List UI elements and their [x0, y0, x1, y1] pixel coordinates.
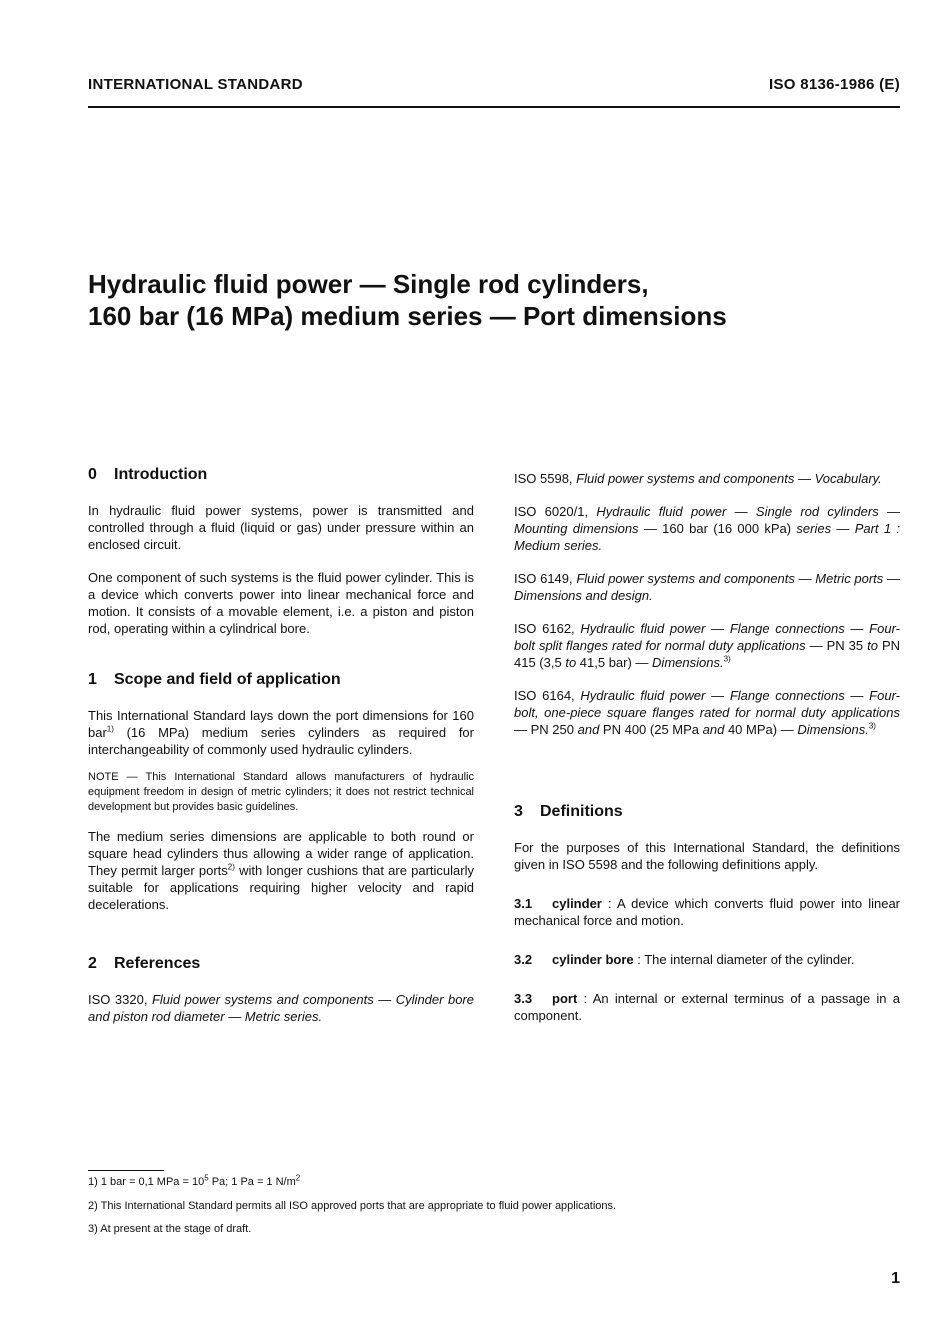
definition-item: 3.3 port : An internal or external terminus of a passage in a component.	[514, 991, 900, 1023]
reference-item: ISO 6020/1, Hydraulic fluid power — Single rod cylinders — Mounting dimensions — 160 bar (16 000 kPa) series — Part 1 : Medium series.	[514, 504, 900, 553]
section-3-definitions	[514, 803, 900, 1024]
paragraph: The medium series dimensions are applicable to both round or square head cylinders thus allowing a wider range of application. They permit larger ports$^{2)}$ with longer cushions that are particularly suitable for applications requiring higher velocity and rapid decelerations.	[88, 829, 474, 912]
page-number: 1	[891, 1270, 900, 1287]
reference-item: ISO 6149, Fluid power systems and components — Metric ports — Dimensions and design.	[514, 571, 900, 603]
paragraph: For the purposes of this International Standard, the definitions given in ISO 5598 and the following definitions apply.	[514, 840, 900, 872]
footnote-2: 2) This International Standard permits all ISO approved ports that are appropriate to fluid power applications.	[88, 1200, 617, 1212]
header-rule	[88, 106, 900, 108]
paragraph: In hydraulic fluid power systems, power is transmitted and controlled through a fluid (liquid or gas) under pressure within an enclosed circuit.	[88, 503, 474, 552]
footnote-3: 3) At present at the stage of draft.	[88, 1223, 252, 1235]
definition-item: 3.1 cylinder : A device which converts fluid power into linear mechanical force and motion.	[514, 896, 900, 928]
definition-item: 3.2 cylinder bore : The internal diameter of the cylinder.	[514, 952, 855, 967]
section-1-scope	[88, 671, 474, 913]
document-title	[88, 268, 888, 332]
title-line-1: Hydraulic fluid power — Single rod cylinders,	[88, 269, 649, 299]
reference-item: ISO 6162, Hydraulic fluid power — Flange connections — Four-bolt split flanges rated for normal duty applications — PN 35 to PN 415 (3,5 to 41,5 bar) — Dimensions.$^{3)}$	[514, 621, 901, 670]
note: NOTE — This International Standard allows manufacturers of hydraulic equipment freedom in design of metric cylinders; it does not restrict technical development but provides basic guidelines.	[88, 771, 474, 813]
footnote-rule	[88, 1170, 164, 1171]
footnote-1: 1) 1 bar = 0,1 MPa = $10^5$ Pa; 1 Pa = 1 $N/m^2$	[88, 1173, 301, 1188]
reference-item: ISO 6164, Hydraulic fluid power — Flange connections — Four-bolt, one-piece square flanges rated for normal duty applications — PN 250 and PN 400 (25 MPa and 40 MPa) — Dimensions.$^{3)}$	[514, 688, 900, 737]
reference-item: ISO 5598, Fluid power systems and components — Vocabulary.	[514, 471, 882, 486]
paragraph: One component of such systems is the fluid power cylinder. This is a device which converts power into linear mechanical force and motion. It consists of a movable element, i.e. a piston and piston rod, operating within a cylindrical bore.	[88, 570, 474, 636]
title-line-2: 160 bar (16 MPa) medium series — Port dimensions	[88, 301, 727, 331]
section-heading: 1 Scope and field of application	[88, 671, 341, 688]
section-heading: 3 Definitions	[514, 803, 623, 820]
paragraph: This International Standard lays down the port dimensions for 160 bar$^{1)}$ (16 MPa) medium series cylinders as required for interchangeability of commonly used hydraulic cylinders.	[88, 708, 474, 757]
standard-number-header: ISO 8136-1986 (E)	[768, 76, 900, 93]
reference-item: ISO 3320, Fluid power systems and components — Cylinder bore and piston rod diameter — Metric series.	[88, 992, 474, 1024]
section-heading: 0 Introduction	[88, 466, 208, 483]
section-heading: 2 References	[88, 955, 201, 972]
section-2-references	[88, 955, 474, 1025]
standard-type-header: INTERNATIONAL STANDARD	[88, 76, 303, 93]
references-continued	[514, 470, 900, 738]
section-0-introduction	[88, 466, 474, 637]
